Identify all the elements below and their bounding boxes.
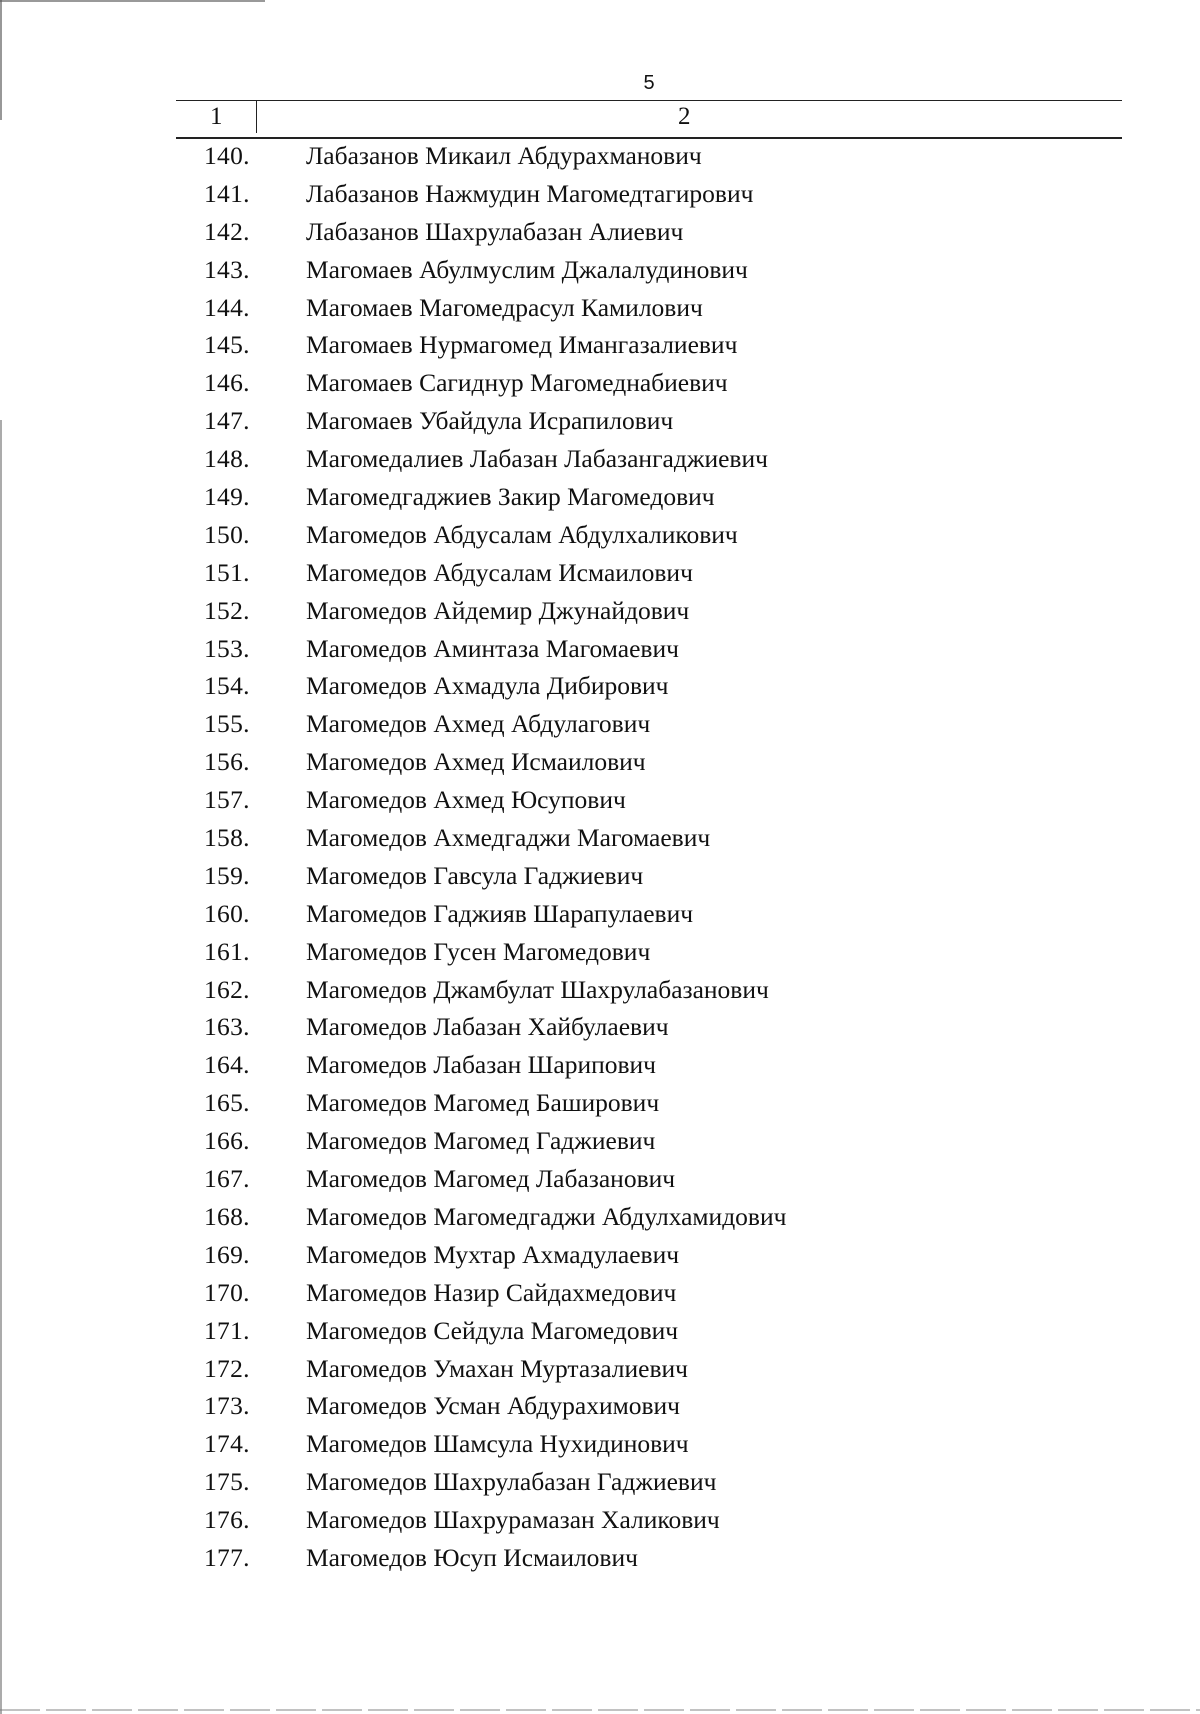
- row-number: 141.: [204, 178, 250, 208]
- row-number: 168.: [204, 1201, 250, 1231]
- row-number: 176.: [204, 1505, 250, 1535]
- list-item: [176, 175, 1122, 213]
- list-item: [176, 1160, 1122, 1198]
- list-item: [176, 289, 1122, 327]
- row-number: 142.: [204, 216, 250, 246]
- person-name: Магомаев Магомедрасул Камилович: [306, 292, 703, 322]
- row-number: 174.: [204, 1429, 250, 1459]
- list-item: [176, 478, 1122, 516]
- row-number: 170.: [204, 1277, 250, 1307]
- person-name: Магомедов Назир Сайдахмедович: [306, 1277, 677, 1307]
- table-header: [176, 100, 1122, 139]
- list-item: [176, 1539, 1122, 1577]
- person-name: Магомедов Ахмед Исмаилович: [306, 747, 646, 777]
- list-item: [176, 1046, 1122, 1084]
- person-name: Магомедов Абдусалам Абдулхаликович: [306, 519, 738, 549]
- list-item: [176, 440, 1122, 478]
- row-number: 171.: [204, 1315, 250, 1345]
- list-item: [176, 137, 1122, 175]
- row-number: 156.: [204, 747, 250, 777]
- column-divider: [256, 101, 257, 133]
- list-item: [176, 213, 1122, 251]
- column-header-number: 1: [210, 103, 223, 130]
- row-number: 144.: [204, 292, 250, 322]
- person-name: Магомедов Магомедгаджи Абдулхамидович: [306, 1201, 787, 1231]
- column-header-name: 2: [678, 103, 691, 130]
- person-name: Магомедгаджиев Закир Магомедович: [306, 482, 715, 512]
- row-number: 162.: [204, 974, 250, 1004]
- person-name: Магомедов Джамбулат Шахрулабазанович: [306, 974, 769, 1004]
- list-item: [176, 819, 1122, 857]
- person-name: Лабазанов Шахрулабазан Алиевич: [306, 216, 684, 246]
- person-name: Лабазанов Нажмудин Магомедтагирович: [306, 178, 754, 208]
- row-number: 145.: [204, 330, 250, 360]
- person-name: Магомедов Абдусалам Исмаилович: [306, 557, 693, 587]
- person-name: Магомедов Айдемир Джунайдович: [306, 595, 690, 625]
- scan-edge-top: [0, 0, 265, 2]
- person-name: Магомедов Усман Абдурахимович: [306, 1391, 680, 1421]
- list-item: [176, 364, 1122, 402]
- person-name: Магомедов Шамсула Нухидинович: [306, 1429, 689, 1459]
- person-name: Магомедалиев Лабазан Лабазангаджиевич: [306, 444, 768, 474]
- list-item: [176, 630, 1122, 668]
- list-item: [176, 516, 1122, 554]
- row-number: 177.: [204, 1542, 250, 1572]
- list-item: [176, 1198, 1122, 1236]
- row-number: 169.: [204, 1239, 250, 1269]
- row-number: 160.: [204, 898, 250, 928]
- list-item: [176, 1501, 1122, 1539]
- person-name: Магомедов Сейдула Магомедович: [306, 1315, 679, 1345]
- row-number: 164.: [204, 1050, 250, 1080]
- person-name: Магомедов Ахмадула Дибирович: [306, 671, 669, 701]
- list-item: [176, 402, 1122, 440]
- list-item: [176, 1236, 1122, 1274]
- scan-edge-bottom: [0, 1709, 1200, 1711]
- person-name: Магомедов Магомед Лабазанович: [306, 1164, 676, 1194]
- person-name: Магомедов Гаджияв Шарапулаевич: [306, 898, 694, 928]
- row-number: 166.: [204, 1126, 250, 1156]
- list-item: [176, 1350, 1122, 1388]
- list-item: [176, 326, 1122, 364]
- row-number: 140.: [204, 141, 250, 170]
- person-name: Магомедов Мухтар Ахмадулаевич: [306, 1239, 680, 1269]
- person-name: Магомедов Гавсула Гаджиевич: [306, 860, 644, 890]
- page-number: 5: [643, 72, 655, 94]
- row-number: 159.: [204, 860, 250, 890]
- list-item: [176, 1463, 1122, 1501]
- person-name: Магомедов Аминтаза Магомаевич: [306, 633, 679, 663]
- row-number: 155.: [204, 709, 250, 739]
- list-item: [176, 667, 1122, 705]
- person-name: Магомедов Лабазан Шарипович: [306, 1050, 657, 1080]
- row-number: 175.: [204, 1467, 250, 1497]
- row-number: 153.: [204, 633, 250, 663]
- row-number: 147.: [204, 406, 250, 436]
- person-name: Магомедов Магомед Гаджиевич: [306, 1126, 656, 1156]
- person-name: Магомаев Убайдула Исрапилович: [306, 406, 674, 436]
- person-name: Лабазанов Микаил Абдурахманович: [306, 141, 702, 170]
- person-name: Магомедов Юсуп Исмаилович: [306, 1542, 638, 1572]
- name-list: [176, 137, 1122, 1577]
- list-item: [176, 592, 1122, 630]
- row-number: 157.: [204, 785, 250, 815]
- person-name: Магомедов Гусен Магомедович: [306, 936, 651, 966]
- person-name: Магомедов Шахрулабазан Гаджиевич: [306, 1467, 717, 1497]
- row-number: 148.: [204, 444, 250, 474]
- list-item: [176, 1274, 1122, 1312]
- list-item: [176, 895, 1122, 933]
- list-item: [176, 554, 1122, 592]
- row-number: 143.: [204, 254, 250, 284]
- row-number: 165.: [204, 1088, 250, 1118]
- person-name: Магомедов Лабазан Хайбулаевич: [306, 1012, 669, 1042]
- list-item: [176, 1312, 1122, 1350]
- row-number: 154.: [204, 671, 250, 701]
- row-number: 163.: [204, 1012, 250, 1042]
- scan-edge-left: [0, 0, 2, 1714]
- row-number: 146.: [204, 368, 250, 398]
- person-name: Магомаев Нурмагомед Имангазалиевич: [306, 330, 738, 360]
- person-name: Магомедов Магомед Баширович: [306, 1088, 660, 1118]
- list-item: [176, 251, 1122, 289]
- list-item: [176, 1387, 1122, 1425]
- row-number: 158.: [204, 823, 250, 853]
- person-name: Магомаев Абулмуслим Джалалудинович: [306, 254, 748, 284]
- list-item: [176, 1425, 1122, 1463]
- row-number: 151.: [204, 557, 250, 587]
- person-name: Магомедов Шахрурамазан Халикович: [306, 1505, 720, 1535]
- row-number: 150.: [204, 519, 250, 549]
- list-item: [176, 1084, 1122, 1122]
- person-name: Магомедов Умахан Муртазалиевич: [306, 1353, 688, 1383]
- person-name: Магомаев Сагиднур Магомеднабиевич: [306, 368, 728, 398]
- list-item: [176, 705, 1122, 743]
- list-item: [176, 971, 1122, 1009]
- row-number: 152.: [204, 595, 250, 625]
- person-name: Магомедов Ахмедгаджи Магомаевич: [306, 823, 711, 853]
- person-name: Магомедов Ахмед Юсупович: [306, 785, 626, 815]
- list-item: [176, 1122, 1122, 1160]
- row-number: 161.: [204, 936, 250, 966]
- list-item: [176, 933, 1122, 971]
- row-number: 172.: [204, 1353, 250, 1383]
- row-number: 149.: [204, 482, 250, 512]
- list-item: [176, 781, 1122, 819]
- row-number: 173.: [204, 1391, 250, 1421]
- list-item: [176, 1008, 1122, 1046]
- list-item: [176, 857, 1122, 895]
- row-number: 167.: [204, 1164, 250, 1194]
- list-item: [176, 743, 1122, 781]
- person-name: Магомедов Ахмед Абдулагович: [306, 709, 651, 739]
